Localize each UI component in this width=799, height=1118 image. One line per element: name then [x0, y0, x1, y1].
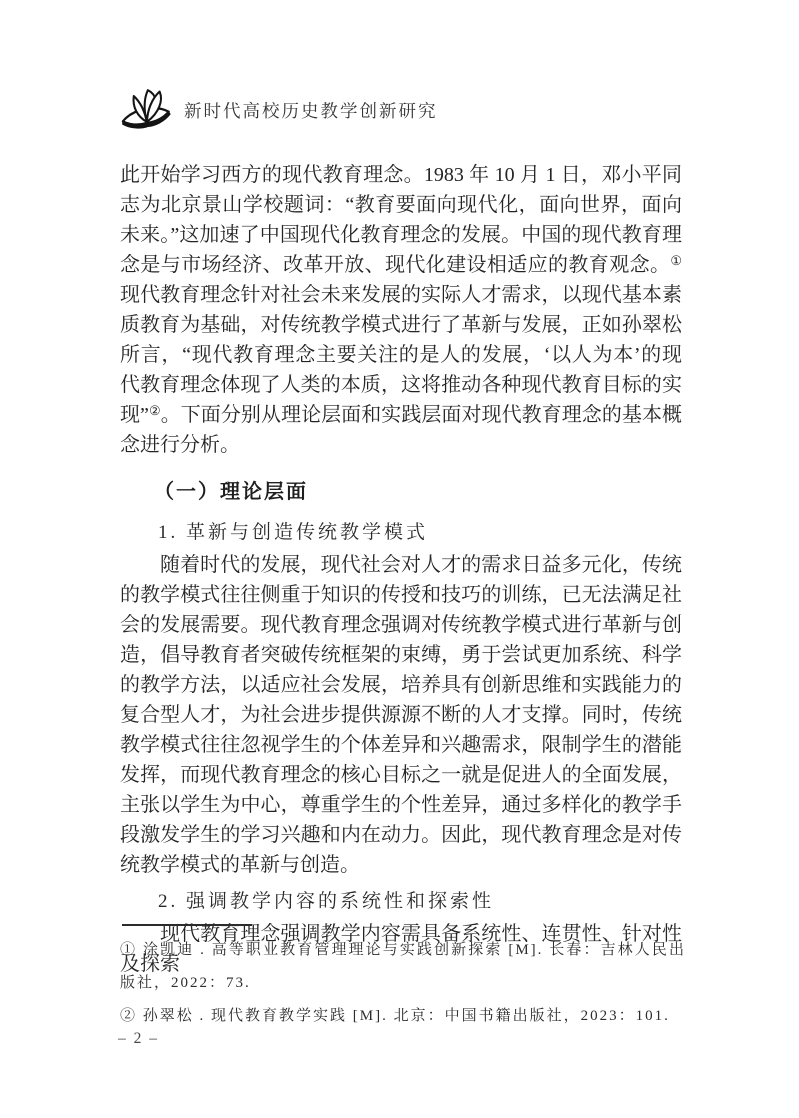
footnote-2: ② 孙翠松 . 现代教育教学实践 [M]. 北京：中国书籍出版社，2023：101. — [120, 1008, 670, 1024]
section-heading: （一）理论层面 — [154, 481, 308, 503]
body-paragraph-3: 现代教育理念强调教学内容需具备系统性、连贯性、针对性及探索 — [120, 923, 682, 975]
subsection-heading-2: 2. 强调教学内容的系统性和探索性 — [158, 891, 495, 912]
footnote-1: ① 涂凯迪 . 高等职业教育管理理论与实践创新探索 [M]. 长春：吉林人民出版社，2022：73. — [120, 942, 686, 991]
page-number: – 2 – — [118, 1030, 159, 1047]
footnote-block — [120, 924, 686, 1033]
page-header — [116, 84, 438, 136]
running-head-title: 新时代高校历史教学创新研究 — [184, 100, 438, 121]
footnote-divider — [122, 924, 252, 926]
open-book-icon — [116, 84, 174, 136]
body-paragraph-1: 此开始学习西方的现代教育理念。1983 年 10 月 1 日，邓小平同志为北京景山学校题词：“教育要面向现代化，面向世界，面向未来。”这加速了中国现代化教育理念的发展。中国的现代教育理念是与市场经济、改革开放、现代化建设相适应的教育观念。① 现代教育理念针对社会未来发展的实际人才需求，以现代基本素质教育为基础，对传统教学模式进行了革新与发展，正如孙翠松所言，“现代教育理念主要关注的是人的发展，‘以人为本’的现代教育理念体现了人类的本质，这将推动各种现代教育目标的实现”②。下面分别从理论层面和实践层面对现代教育理念的基本概念进行分析。 — [120, 164, 683, 456]
footnote-ref: ① — [670, 253, 682, 268]
footnote-ref: ② — [148, 403, 161, 418]
body-paragraph-2: 随着时代的发展，现代社会对人才的需求日益多元化，传统的教学模式往往侧重于知识的传授和技巧的训练，已无法满足社会的发展需要。现代教育理念强调对传统教学模式进行革新与创造，倡导教育者突破传统框架的束缚，勇于尝试更加系统、科学的教学方法，以适应社会发展，培养具有创新思维和实践能力的复合型人才，为社会进步提供源源不断的人才支撑。同时，传统教学模式往往忽视学生的个体差异和兴趣需求，限制学生的潜能发挥，而现代教育理念的核心目标之一就是促进人的全面发展，主张以学生为中心，尊重学生的个性差异，通过多样化的教学手段激发学生的学习兴趣和内在动力。因此，现代教育理念是对传统教学模式的革新与创造。 — [120, 554, 682, 876]
page-content — [120, 160, 682, 979]
subsection-heading-1: 1. 革新与创造传统教学模式 — [158, 522, 429, 543]
